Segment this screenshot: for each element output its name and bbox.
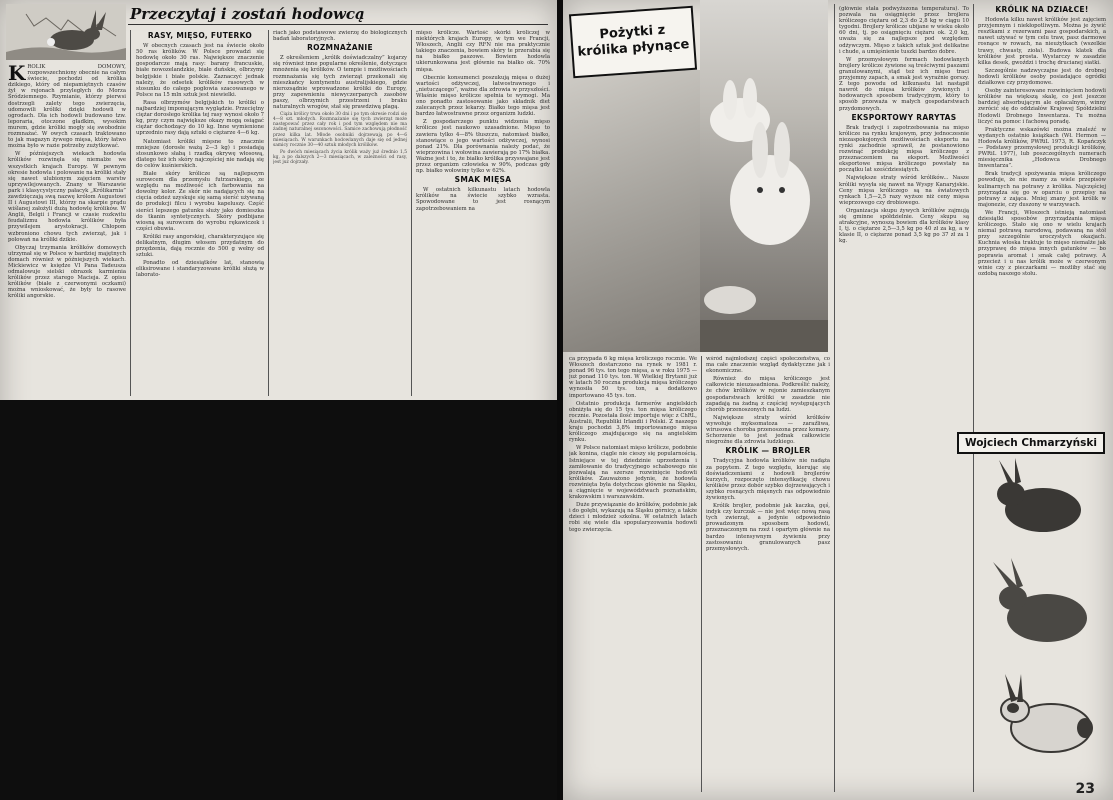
rabbit-photo-graphic [700, 0, 828, 352]
page-number: 23 [1075, 781, 1095, 797]
right-col-c [839, 6, 969, 792]
right-col-b [706, 356, 830, 792]
drop-cap: K [8, 64, 26, 85]
paragraph: Największe straty wśród królików... Nasze króliki wysyła się nawet na Wyspy Kanaryjskie. Ceny mięsa króliczego są na światowych rynkach 1,5—2,5 razy wyższe niż ceny mięsa wieprzowego czy drobiowego. [839, 175, 969, 206]
paragraph: We Francji, Włoszech istnieją natomiast dziesiątki sposobów przyrządzania mięsa króliczego. Stało się ono w wielu krajach niemal potrawą narodową, podawaną na stół przy szczególnie uroczystych okazjach. Kuchnia włoska traktuje to mięso niemalże jak przyprawę do mięsa innych gatunków — bo poprawia aromat i smak całej potrawy. A przecież i u nas królik może w czerwonym winie czy z pieczarkami — możliby stać się ozdobą naszego stołu. [978, 209, 1106, 277]
column-divider [130, 30, 131, 396]
small-paragraph: Po dwóch miesiącach życia królik waży już średnio 1,5 kg, a po dalszych 2—3 miesiącach, w zależności od rasy, jest już dojrzały. [273, 149, 407, 165]
column-divider [701, 356, 702, 792]
paragraph: Ostatnio produkcja farmerów angielskich obniżyła się do 15 tys. ton mięsa króliczego rocznie. Pozostała ilość importuje więc z ChRL, Australii, Republiki Irlandii i Polski. Z naszego kraju pochodzi 3,8% importowanego mięsa króliczego znajdującego się na angielskim rynku. [569, 400, 697, 444]
section-heading: EKSPORTOWY RARYTAS [851, 112, 957, 122]
paragraph: Natomiast króliki mięsne to znacznie mniejsze (dorosłe ważą 2—3 kg) i posiadają stosunkowo słabą i rzadką okrywę włosową, dlatego też ich skóry najczęściej nie nadają się do celów kuśnierskich. [136, 138, 264, 169]
paragraph: (głównie stała podwyższona temperatura). To pozwala na osiągnięcie przez brojlera króliczego ciężaru od 2,3 do 2,8 kg w ciągu 10 tygodni. Brojlery królicze ubijane w wieku około 60 dni, tj. po osiągnięciu ciężaru ok. 2,0 kg, uważa się za najlepsze pod względem odżywczym. Mięso z takich sztuk jest delikatne i chude, a umięśnienie tuszki bardzo dobre. [839, 6, 969, 55]
right-col-a [569, 356, 697, 792]
column-divider [411, 30, 412, 396]
paragraph: wśród najmłodszej części społeczeństwa, co ma całe znaczenie wzgląd dydaktyczne jak i ekonomiczne. [706, 356, 830, 375]
right-page [563, 0, 1113, 800]
paragraph: Obyczaj trzymania królików domowych utrzymał się w Polsce w bardziej majętnych domach również w późniejszych wiekach. Mickiewicz w księdze VI Pana Tadeusza odmalowuje sielski obrazek karmienia królików przez starego Macieja. Z opisu królików (białe z czerwonymi oczkami) można wnioskować, że były to rasowe króliki angorskie. [8, 244, 126, 300]
section-heading: SMAK MIĘSA [454, 175, 512, 185]
paragraph: Praktyczne wskazówki można znaleźć w wydanych ostatnio książkach (Wł. Hermon — Hodowla królików, PWRiL 1973, R. Kopańczyk — Podstawy przemysłowej produkcji królików, PWRiL 1977), lub poszczególnych numerach miesięcznika „Hodowca Drobnego Inwentarza”. [978, 126, 1106, 170]
paragraph: Szczególnie nadzwyczajne jest do drobnej hodowli królików osoby posiadające ogródki działkowe czy przydomowe. [978, 67, 1106, 87]
rabbit-drawings [981, 458, 1109, 778]
photo-left-part [563, 70, 703, 352]
paragraph: Brak tradycji spożywania mięsa króliczego powoduje, że nie mamy za wiele przepisów kulinarnych na potrawy z królika. Najczęściej przyrządza się go w oparciu o przepisy na potrawy z zająca. Mniej znany jest królik w majonezie, czy duszony w warzywach. [978, 171, 1106, 208]
paragraph: Tradycyjna hodowla królików nie nadąża za popytem. Z tego względu, kierując się doświadczeniami z hodowli brojlerów kurzych, rozpoczęto intensyfikację chowu królików przez dobór szybko dojrzewających i szybko rosnących mięsnych ras odpowiednio żywionych. [706, 458, 830, 501]
left-col-4 [416, 30, 550, 396]
rabbit-photo [700, 0, 828, 352]
paragraph: RÓLIK DOMOWY, rozpowszechniony obecnie na całym świecie, pochodzi od królika dzikiego, który od niepamiętnych czasów żył w rejonach przyległych do Morza Śródziemnego. Rzymianie, którzy pierwsi dostrzegli zalety tego zwierzęcia, udomowili króliki dzięki hodowli w ogrodach. Dla ich hodowli budowano tzw. leporaria, otoczone gładkim, wysokim murem, gdzie króliki mogły się swobodnie rozmnażać. W owych czasach traktowano to jak magazyn żywego mięsa, który łatwo można było w razie potrzeby zużytkować. [8, 64, 126, 150]
paragraph: Organizacja skupu żywych królików zajmują się gminne spółdzielnie. Ceny skupu są atrakcyjne, wynoszą bowiem dla królików klasy I, tj. o ciężarze 2,5—3,5 kg po 40 zł za kg, a w klasie II, o ciężarze ponad 3,5 kg po 37 zł za 1 kg. [839, 207, 969, 245]
paragraph: W obecnych czasach jest na świecie około 50 ras królików. W Polsce prowadzi się hodowlę około 30 ras. Największe znaczenie gospodarcze mają rasy: barany francuskie, białe nowozelandzkie, białe duńskie, olbrzymy belgijskie i białe polskie. Zaznaczyć jednak należy, że odsetek królików rasowych w stosunku do całego pogłowia szacowanego w Polsce na 15 mln sztuk jest niewielki. [136, 43, 264, 98]
right-col-d [978, 4, 1106, 422]
paragraph: Króliki rasy angorskiej, charakteryzujące się delikatnym, długim włosem przydatnym do przędzenia, dają rocznie do 500 g wełny od sztuki. [136, 233, 264, 259]
paragraph: Największe straty wśród królików wywołuje myksomatoza — zaraźliwa, wirusowa choroba przenoszona przez komary. Schorzenie to jest jednak całkowicie niegroźne dla zdrowia ludzkiego. [706, 414, 830, 446]
paragraph: W Polsce natomiast mięso królicze, podobnie jak konina, ciągle nie cieszy się popularnością. Istniejące w tej dziedzinie uprzedzenia i zamiłowanie do tradycyjnego schabowego nie pozwalają na szersze rozwinięcie hodowli królików. Zauważono jedynie, że hodowla rozwinięta była dotychczas głównie na Śląsku, a ciągnięcie w województwach poznańskim, krakowskim i warszawskim. [569, 445, 697, 501]
section-heading: RASY, MIĘSO, FUTERKO [147, 31, 253, 40]
paragraph: Z określeniem „królik doświadczalny” kojarzy się również inne popularne określenie, dotyczące mnożenia się królików. O tempie i możliwościach rozmnażania się tych zwierząt przekonali się mieszkańcy kontynentu australijskiego, gdzie nierozsądnie wprowadzone króliki do Europy, przy zapewnieniu niewyczerpanych zasobów paszy, olbrzymich przestrzeni i braku naturalnych wrogów, stał się prawdziwą plagą. [273, 55, 407, 111]
page-title: Przeczytaj i zostań hodowcą [130, 5, 365, 23]
left-col-2 [136, 30, 264, 396]
small-paragraph: Ciąża królicy trwa około 30 dni i po tym okresie rodzi się 4—8 szt. młodych. Rozmnażanie się tych zwierząt może następować przez cały rok i pod tym względem nie ma żadnej naturalnej sezonowości. Samice zachowują płodność przez kilka lat. Młode osobniki dojrzewają po 4—6 miesiącach. W warunkach hodowlanych daje się od jednej samicy rocznie 30—40 sztuk młodych królików. [273, 112, 407, 148]
section-heading: KRÓLIK NA DZIAŁCE! [995, 5, 1089, 14]
rabbit-illustration [6, 4, 126, 60]
scan-background [0, 400, 557, 800]
left-col-3 [273, 30, 407, 396]
paragraph: Brak tradycji i zapotrzebowania na mięso królicze na rynku krajowym, przy jednoczesnie niezaspokojonych możliwościach eksportu na rynki zachodnie sprawił, że postanowiono rozwinąć produkcję mięsa króliczego z przeznaczeniem na eksport. Możliwości eksportowe mięsa króliczego powstały na początku lat sześćdziesiątych. [839, 124, 969, 174]
paragraph: Obecnie konsumenci poszukują mięsa o dużej wartości odżywczej, łatwostrawnego i „nietuczącego”, ważne dla zdrowia w przyszłości. Właśnie mięso królicze spełnia te wymogi. Ma ono ponadto zastosowanie jako składnik diet zalecanych przez lekarzy. Białko tego mięsa jest bardzo łatwostrawne przez organizm ludzki. [416, 74, 550, 118]
article-title-box [569, 6, 697, 78]
column-divider [973, 4, 974, 792]
column-divider [268, 30, 269, 396]
column-divider [834, 4, 835, 792]
title-rule [128, 24, 548, 25]
paragraph: Również do mięsa króliczego jest całkowicie nieuzasadniona. Podkreślić należy, że chów królików w rejonie zamieszkanym gospodarstwach króliki w zasadzie nie zapadają na żadną z częściej występujących chorób przenoszonych na ludzi. [706, 376, 830, 413]
paragraph: Z gospodarczego punktu widzenia mięso królicze jest naukowo uzasadnione. Mięso to zawiera tylko 4—8% tłuszczu, natomiast białko, stanowiące o jego wartości odżywczej, wynosi ponad 21%. Dla porównania należy podać, że wieprzowina i wołowina zawierają po 17% białka. Ważne jest i to, że białko królika przyswajane jest przez organizm człowieka w 90%, podczas gdy np. białko wołowiny tylko w 62%. [416, 119, 550, 175]
paragraph: W ostatnich kilkunastu latach hodowla królików na świecie szybko wzrasta. Spowodowane to jest rosnącym zapotrzebowaniem na [416, 187, 550, 212]
paragraph: ca przypada 6 kg mięsa króliczego rocznie. We Włoszech dostarczono na rynek w 1981 r. ponad 96 tys. ton tego mięsa, a w roku 1975 — już ponad 110 tys. ton. W Wielkiej Brytanii już w latach 50 roczna produkcja mięsa króliczego wynosiła 50 tys. ton, a dodatkowo importowano 45 tys. ton. [569, 356, 697, 399]
paragraph: Duże przywiązanie do królików, podobnie jak i do gołębi, wykazują na Śląsku górnicy, a także dzieci i młodzież szkolna. W ostatnich latach robi się wiele dla spopularyzowania hodowli tego zwierzęcia. [569, 502, 697, 533]
paragraph: Hodowla kilku nawet królików jest zajęciem przyjemnym i niekłopotliwym. Można je żywić resztkami z rezerwami pasz gospodarskich, a nawet używać w tym celu traw, pasz darmowe rosnące w rowach, na nieużytkach (wszelkie trawy, chwasty, zioła). Budowa klatek dla królików jest prosta. Wystarczy w zasadzie kilka desek, gwoździ i trochę drucianej siatki. [978, 17, 1106, 66]
paragraph: W późniejszych wiekach hodowla królików rozwinęła się niemalże we wszystkich krajach Europy. W pewnym okresie hodowla i polowanie na króliki stały się nawet ulubionym zajęciem warstw uprzywilejowanych. Znany w Warszawie park i klasycystyczny pałacyk „Królikarnia” zawdzięczają swą nazwę królom Augustowi II i Augustowi III, którzy na skarpie prądu wiślanej założyli dużą hodowlę królików. W Anglii, Belgii i Francji w czasie rozkwitu feudalizmu hodowla królików była przywilejem arystokracji. Chłopom wzbroniono chowu tych zwierząt, jak i polowań na króliki dzikie. [8, 151, 126, 243]
paragraph: Białe skóry królicze są najlepszym surowcem dla przemysłu futrzarskiego, ze względu na możliwość ich farbowania na dowolny kolor. Ze skór nie nadających się na cięcia odzież uzyskuje się samą sierść używaną do produkcji filcu i wyrobu kapeluszy. Część sierści lepszego gatunku służy jako domieszka do tkanin syntetycznych. Skóry podbijane wiosną są surowcem do wyrobu rękawiczek i części obuwia. [136, 170, 264, 232]
author-box: Wojciech Chmarzyński [957, 432, 1105, 454]
paragraph: riach jako podstawowe zwierzę do biologicznych badań laboratoryjnych. [273, 30, 407, 43]
paragraph: Osoby zainteresowane rozwinięciem hodowli królików na większą skalę, co jest jeszcze bardziej absorbującym ale opłacalnym, winny zwrócić się do oddziałów Krajowej Spółdzielni Hodowli Drobnego Inwentarza. Tu można liczyć na pomoc i fachową poradę. [978, 88, 1106, 125]
paragraph: Ponadto od dziesiątków lat, stanowią eliksirowane i standaryzowane króliki służą w laborato- [136, 260, 264, 279]
paragraph: mięso królicze. Wartość skórki króliczej w niektórych krajach Europy, w tym we Francji, Włoszech, Anglii czy RFN nie ma praktycznie takiego znaczenia, bowiem skóry te przerabia się na białko paszowe. Bowiem hodowla ukierunkowana jest głównie na białko ok. 70% mięsa. [416, 30, 550, 73]
paragraph: Rasa olbrzymów belgijskich to króliki o najbardziej imponującym wyglądzie. Przeciętny ciężar dorosłego królika tej rasy wynosi około 7 kg, przy czym największe okazy mogą osiągać ciężar dochodzący do 10 kg. Inne wymienione uprzednio rasy dają sztuki o ciężarze 4—6 kg. [136, 99, 264, 137]
section-heading: ROZMNAŻANIE [307, 43, 373, 53]
article-title: Pożytki z królika płynące [577, 22, 690, 60]
left-col-1 [8, 64, 126, 396]
section-heading: KRÓLIK — BROJLER [725, 446, 811, 456]
paragraph: W przemysłowym fermach hodowlanych brojlery królicze żywione są treściwymi paszami granulowanymi, stąd też ich mięso traci przyjemny zapach, a smak jest wyraźnie gorszy. Z tego powodu od kilkunastu lat nastąpił nawrót do mięsa królików żywionych i hodowanych sposobem tradycyjnym, który to sposób przeważa w małych gospodarstwach przydomowych. [839, 56, 969, 112]
paragraph: Królik brojler, podobnie jak kaczka, gęś, indyk czy kurczak — nie jest więc nową rasą tych zwierząt, a jedynie odpowiednio prowadzonym sposobem hodowli, przeznaczonym na rzeź i opartym głównie na bardzo intensywnym żywieniu przy zastosowaniu granulowanych pasz przemysłowych. [706, 503, 830, 552]
